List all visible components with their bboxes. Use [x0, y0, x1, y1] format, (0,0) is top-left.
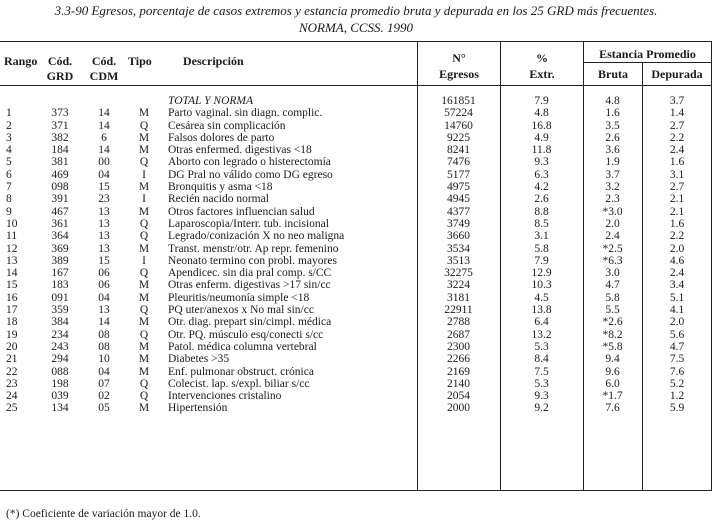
cell-rango: 10 — [6, 217, 18, 230]
bottom-rule — [0, 490, 712, 491]
cell-bruta: 3.2 — [605, 181, 620, 194]
cell-cod-grd: 294 — [51, 353, 69, 366]
table-row — [0, 107, 712, 119]
table-row — [0, 144, 712, 156]
cell-depurada: 5.2 — [669, 377, 685, 390]
cell-cod-grd: 371 — [51, 119, 69, 132]
cell-depurada: 2.0 — [669, 316, 685, 329]
cell-tipo: M — [138, 205, 150, 218]
cell-cod-grd: 361 — [51, 217, 69, 230]
cell-cod-cdm: 05 — [98, 402, 110, 415]
cell-rango: 8 — [6, 193, 12, 206]
cell-extr: 4.2 — [534, 181, 549, 194]
table-row — [0, 366, 712, 378]
cell-cod-cdm — [82, 95, 126, 107]
cell-bruta: *3.0 — [602, 205, 623, 218]
cell-egresos: 3181 — [447, 291, 470, 304]
cell-depurada: 5.9 — [669, 402, 685, 415]
table-row — [0, 255, 712, 267]
cell-rango: 20 — [6, 340, 18, 353]
cell-extr: 3.1 — [534, 230, 549, 243]
cell-extr: 6.4 — [534, 316, 549, 329]
table-row — [0, 181, 712, 193]
table-row — [0, 132, 712, 144]
cell-tipo: M — [138, 144, 150, 157]
cell-egresos: 4975 — [447, 181, 470, 194]
header-cod-grd-1: Cód. — [47, 54, 73, 68]
cell-rango: 4 — [6, 144, 12, 157]
cell-extr: 13.2 — [531, 328, 552, 341]
cell-cod-cdm: 04 — [98, 168, 110, 181]
cell-egresos: 9225 — [447, 131, 470, 144]
cell-tipo: I — [142, 254, 146, 267]
cell-cod-grd: 381 — [51, 156, 69, 169]
cell-cod-cdm: 15 — [98, 254, 110, 267]
cell-bruta: 1.6 — [605, 107, 620, 120]
cell-cod-grd: 039 — [51, 390, 69, 403]
cell-egresos: 3534 — [447, 242, 470, 255]
cell-cod-cdm: 14 — [98, 119, 110, 132]
cell-descripcion: DG Pral no válido como DG egreso — [168, 168, 333, 181]
cell-depurada: 3.4 — [669, 279, 685, 292]
table-row — [0, 206, 712, 218]
header-egresos-2: Egresos — [439, 67, 479, 81]
cell-rango: 13 — [6, 254, 18, 267]
header-egresos-1: N° — [452, 51, 466, 65]
cell-bruta: 9.4 — [605, 353, 620, 366]
estancia-rule — [584, 62, 711, 63]
cell-depurada: 5.6 — [669, 328, 685, 341]
cell-descripcion: Otros factores influencian salud — [168, 205, 315, 218]
cell-rango: 19 — [6, 328, 18, 341]
table-row — [0, 304, 712, 316]
cell-descripcion: Apendicec. sin dia pral comp. s/CC — [168, 267, 332, 280]
cell-cod-grd: 234 — [51, 328, 69, 341]
cell-extr: 8.4 — [534, 353, 549, 366]
footnote: (*) Coeficiente de variación mayor de 1.0. — [6, 508, 201, 520]
table-row — [0, 279, 712, 291]
cell-cod-grd: 369 — [51, 242, 69, 255]
cell-cod-grd: 389 — [51, 254, 69, 267]
cell-bruta: 4.7 — [605, 279, 620, 292]
cell-descripcion: Falsos dolores de parto — [168, 131, 275, 144]
table-subtitle: NORMA, CCSS. 1990 — [298, 20, 414, 35]
cell-cod-grd: 243 — [51, 340, 69, 353]
cell-descripcion: Aborto con legrado o histerectomía — [168, 156, 331, 169]
cell-tipo: M — [138, 181, 150, 194]
table-row — [0, 316, 712, 328]
cell-rango: 18 — [6, 316, 18, 329]
cell-bruta: 3.5 — [605, 119, 620, 132]
cell-depurada: 1.6 — [669, 217, 685, 230]
cell-depurada: 7.6 — [669, 365, 685, 378]
cell-bruta: *6.3 — [602, 254, 623, 267]
header-rango: Rango — [4, 54, 38, 68]
cell-tipo: Q — [139, 328, 149, 341]
cell-rango: 23 — [6, 377, 18, 390]
cell-extr: 10.3 — [531, 279, 552, 292]
cell-cod-cdm: 14 — [98, 144, 110, 157]
cell-egresos: 3513 — [447, 254, 470, 267]
table-row — [0, 402, 712, 414]
cell-depurada: 2.2 — [669, 131, 685, 144]
cell-rango: 15 — [6, 279, 18, 292]
cell-cod-cdm: 04 — [98, 365, 110, 378]
cell-descripcion: Patol. médica columna vertebral — [168, 340, 317, 353]
cell-depurada: 2.1 — [669, 205, 685, 218]
cell-cod-cdm: 04 — [98, 291, 110, 304]
cell-cod-cdm: 02 — [98, 390, 110, 403]
cell-extr: 9.2 — [534, 402, 549, 415]
table-row — [0, 341, 712, 353]
header-tipo: Tipo — [128, 54, 152, 68]
cell-rango: 14 — [6, 267, 18, 280]
cell-bruta: *2.5 — [602, 242, 623, 255]
cell-tipo: Q — [139, 304, 149, 317]
table-row — [0, 292, 712, 304]
cell-rango: 11 — [6, 230, 18, 243]
cell-descripcion: Colecist. lap. s/expl. biliar s/cc — [168, 377, 310, 390]
table-row — [0, 378, 712, 390]
cell-extr: 12.9 — [531, 267, 552, 280]
cell-depurada: 2.2 — [669, 230, 685, 243]
cell-extr: 7.9 — [534, 254, 549, 267]
cell-tipo: Q — [139, 217, 149, 230]
cell-depurada: 2.0 — [669, 242, 685, 255]
cell-egresos: 3660 — [447, 230, 470, 243]
header-estancia-promedio: Estancia Promedio — [599, 47, 696, 61]
cell-extr: 5.3 — [534, 377, 549, 390]
cell-depurada: 5.1 — [669, 291, 685, 304]
cell-tipo: M — [138, 340, 150, 353]
cell-descripcion: Enf. pulmonar obstruct. crónica — [168, 365, 314, 378]
cell-descripcion: PQ uter/anexos x No mal sin/cc — [168, 304, 314, 317]
cell-bruta: 5.5 — [605, 304, 620, 317]
cell-descripcion: Pleuritis/neumonía simple <18 — [168, 291, 310, 304]
cell-depurada: 2.7 — [669, 119, 685, 132]
cell-egresos: 3224 — [447, 279, 470, 292]
cell-descripcion: Legrado/conización X no neo maligna — [168, 230, 345, 243]
cell-egresos: 2054 — [447, 390, 470, 403]
table-row — [0, 230, 712, 242]
cell-extr: 8.8 — [534, 205, 549, 218]
cell-extr: 7.5 — [534, 365, 549, 378]
cell-cod-grd: 467 — [51, 205, 69, 218]
cell-bruta: 5.8 — [605, 291, 620, 304]
cell-depurada: 4.6 — [669, 254, 685, 267]
cell-cod-cdm: 14 — [98, 107, 110, 120]
cell-cod-cdm: 13 — [98, 230, 110, 243]
cell-rango: 7 — [6, 181, 12, 194]
cell-descripcion: Otras enferm. digestivas >17 sin/cc — [168, 279, 331, 292]
cell-cod-cdm: 00 — [98, 156, 110, 169]
cell-depurada: 2.4 — [669, 267, 685, 280]
cell-cod-cdm: 14 — [98, 316, 110, 329]
header-rule — [0, 85, 712, 86]
cell-cod-grd: 088 — [51, 365, 69, 378]
cell-cod-grd: 198 — [51, 377, 69, 390]
table-title: 3.3-90 Egresos, porcentaje de casos extremos y estancia promedio bruta y depurada en los 25 GRD más frecuentes. — [54, 3, 658, 18]
cell-egresos: 3749 — [447, 217, 470, 230]
cell-rango: 1 — [6, 107, 12, 120]
cell-egresos: 32275 — [444, 267, 473, 280]
cell-tipo: I — [142, 168, 146, 181]
cell-rango — [0, 95, 38, 107]
cell-tipo: Q — [139, 230, 149, 243]
cell-cod-grd: 384 — [51, 316, 69, 329]
cell-extr: 4.8 — [534, 107, 549, 120]
cell-extr: 2.6 — [534, 193, 549, 206]
cell-depurada: 4.1 — [669, 304, 685, 317]
cell-egresos: 161851 — [441, 95, 476, 107]
cell-depurada: 7.5 — [669, 353, 685, 366]
cell-tipo: I — [142, 193, 146, 206]
cell-tipo: M — [138, 365, 150, 378]
cell-bruta: 3.6 — [605, 144, 620, 157]
cell-extr: 6.3 — [534, 168, 549, 181]
cell-bruta: 3.0 — [605, 267, 620, 280]
cell-bruta: 2.4 — [605, 230, 620, 243]
cell-depurada: 2.4 — [669, 144, 685, 157]
cell-depurada: 2.1 — [669, 193, 685, 206]
cell-egresos: 2300 — [447, 340, 470, 353]
cell-cod-cdm: 15 — [98, 181, 110, 194]
table-row — [0, 329, 712, 341]
cell-cod-grd: 167 — [51, 267, 69, 280]
cell-extr: 4.5 — [534, 291, 549, 304]
cell-cod-grd: 469 — [51, 168, 69, 181]
cell-rango: 21 — [6, 353, 18, 366]
cell-cod-cdm: 08 — [98, 328, 110, 341]
table-row — [0, 243, 712, 255]
cell-egresos: 2687 — [447, 328, 470, 341]
cell-bruta: 6.0 — [605, 377, 620, 390]
table-row — [0, 169, 712, 181]
cell-extr: 7.9 — [534, 95, 549, 107]
cell-depurada: 3.1 — [669, 168, 685, 181]
cell-extr: 13.8 — [531, 304, 552, 317]
cell-tipo: M — [138, 291, 150, 304]
cell-extr: 11.8 — [531, 144, 552, 157]
cell-cod-grd: 183 — [51, 279, 69, 292]
header-depurada: Depurada — [651, 67, 703, 81]
cell-descripcion: Otr. PQ. músculo esq/conecti s/cc — [168, 328, 324, 341]
cell-egresos: 2266 — [447, 353, 470, 366]
header-bruta: Bruta — [598, 67, 628, 81]
cell-descripcion: Otr. diag. prepart sin/cimpl. médica — [168, 316, 332, 329]
header-extr-2: Extr. — [529, 67, 555, 81]
cell-rango: 17 — [6, 304, 18, 317]
cell-egresos: 22911 — [444, 304, 473, 317]
cell-extr: 16.8 — [531, 119, 552, 132]
cell-bruta: 2.6 — [605, 131, 620, 144]
cell-extr: 9.3 — [534, 390, 549, 403]
cell-egresos: 14760 — [444, 119, 473, 132]
cell-bruta: 2.3 — [605, 193, 620, 206]
cell-cod-cdm: 13 — [98, 217, 110, 230]
cell-tipo: M — [138, 107, 150, 120]
cell-rango: 24 — [6, 390, 18, 403]
cell-egresos: 2169 — [447, 365, 470, 378]
cell-depurada: 1.2 — [669, 390, 685, 403]
cell-cod-cdm: 06 — [98, 267, 110, 280]
cell-egresos: 5177 — [447, 168, 470, 181]
cell-cod-cdm: 07 — [98, 377, 110, 390]
cell-rango: 9 — [6, 205, 12, 218]
cell-depurada: 1.6 — [669, 156, 685, 169]
cell-egresos: 57224 — [444, 107, 473, 120]
cell-cod-cdm: 10 — [98, 353, 110, 366]
cell-tipo: M — [138, 402, 150, 415]
cell-tipo: Q — [139, 267, 149, 280]
cell-egresos: 2000 — [447, 402, 470, 415]
cell-cod-grd: 391 — [51, 193, 69, 206]
cell-tipo: M — [138, 316, 150, 329]
cell-rango: 25 — [6, 402, 18, 415]
cell-rango: 5 — [6, 156, 12, 169]
cell-tipo: M — [138, 242, 150, 255]
cell-descripcion: Recién nacido normal — [168, 193, 269, 206]
cell-egresos: 4945 — [447, 193, 470, 206]
cell-extr: 8.5 — [534, 217, 549, 230]
cell-bruta: *8.2 — [602, 328, 623, 341]
table-row — [0, 267, 712, 279]
cell-extr: 9.3 — [534, 156, 549, 169]
table-row — [0, 218, 712, 230]
cell-tipo: Q — [139, 390, 149, 403]
header-cod-grd-2: GRD — [46, 69, 74, 83]
cell-bruta: *5.8 — [602, 340, 623, 353]
cell-bruta: 7.6 — [605, 402, 620, 415]
cell-cod-grd: 364 — [51, 230, 69, 243]
cell-depurada: 4.7 — [669, 340, 685, 353]
cell-bruta: *1.7 — [602, 390, 623, 403]
cell-descripcion: Otras enfermed. digestivas <18 — [168, 144, 312, 157]
cell-rango: 12 — [6, 242, 18, 255]
cell-descripcion: TOTAL Y NORMA — [168, 95, 253, 107]
cell-rango: 22 — [6, 365, 18, 378]
top-rule — [0, 41, 712, 42]
cell-extr: 5.8 — [534, 242, 549, 255]
cell-descripcion: Transt. menstr/otr. Ap repr. femenino — [168, 242, 339, 255]
data-table — [0, 95, 712, 415]
cell-egresos: 4377 — [447, 205, 470, 218]
cell-cod-cdm: 13 — [98, 304, 110, 317]
cell-depurada: 2.7 — [669, 181, 685, 194]
cell-depurada: 1.4 — [669, 107, 685, 120]
cell-tipo: Q — [139, 377, 149, 390]
cell-tipo: Q — [139, 119, 149, 132]
cell-descripcion: Hipertensión — [168, 402, 228, 415]
cell-egresos: 2788 — [447, 316, 470, 329]
cell-descripcion: Cesárea sin complicación — [168, 119, 286, 132]
cell-cod-grd — [38, 95, 82, 107]
cell-cod-cdm: 08 — [98, 340, 110, 353]
header-descripcion: Descripción — [183, 54, 244, 68]
cell-cod-cdm: 23 — [98, 193, 110, 206]
cell-rango: 16 — [6, 291, 18, 304]
cell-cod-grd: 382 — [51, 131, 69, 144]
total-row — [0, 95, 712, 107]
cell-bruta: 1.9 — [605, 156, 620, 169]
table-row — [0, 156, 712, 168]
cell-bruta: 3.7 — [605, 168, 620, 181]
cell-depurada: 3.7 — [669, 95, 685, 107]
cell-egresos: 8241 — [447, 144, 470, 157]
cell-rango: 3 — [6, 131, 12, 144]
cell-rango: 2 — [6, 119, 12, 132]
cell-extr: 5.3 — [534, 340, 549, 353]
cell-cod-cdm: 06 — [98, 279, 110, 292]
cell-descripcion: Diabetes >35 — [168, 353, 230, 366]
cell-rango: 6 — [6, 168, 12, 181]
header-extr-1: % — [536, 51, 548, 65]
table-row — [0, 120, 712, 132]
cell-cod-grd: 134 — [51, 402, 69, 415]
cell-bruta: 4.8 — [605, 95, 620, 107]
cell-egresos: 2140 — [447, 377, 470, 390]
cell-cod-grd: 098 — [51, 181, 69, 194]
table-row — [0, 390, 712, 402]
cell-cod-grd: 359 — [51, 304, 69, 317]
cell-tipo: M — [138, 353, 150, 366]
cell-cod-cdm: 13 — [98, 205, 110, 218]
table-row — [0, 193, 712, 205]
cell-cod-cdm: 13 — [98, 242, 110, 255]
cell-cod-cdm: 6 — [101, 131, 107, 144]
table-row — [0, 353, 712, 365]
cell-cod-grd: 091 — [51, 291, 69, 304]
cell-descripcion: Parto vaginal. sin diagn. complic. — [168, 107, 323, 120]
cell-tipo — [126, 95, 162, 107]
header-cod-cdm-2: CDM — [89, 69, 119, 83]
cell-bruta: 9.6 — [605, 365, 620, 378]
cell-descripcion: Laparoscopia/Interr. tub. incisional — [168, 217, 329, 230]
header-cod-cdm-1: Cód. — [91, 54, 117, 68]
cell-egresos: 7476 — [447, 156, 470, 169]
cell-descripcion: Neonato termino con probl. mayores — [168, 254, 337, 267]
cell-descripcion: Bronquitis y asma <18 — [168, 181, 273, 194]
cell-descripcion: Intervenciones cristalino — [168, 390, 282, 403]
cell-tipo: Q — [139, 156, 149, 169]
cell-tipo: M — [138, 131, 150, 144]
cell-bruta: 2.0 — [605, 217, 620, 230]
cell-cod-grd: 184 — [51, 144, 69, 157]
cell-bruta: *2.6 — [602, 316, 623, 329]
cell-extr: 4.9 — [534, 131, 549, 144]
cell-tipo: M — [138, 279, 150, 292]
cell-cod-grd: 373 — [51, 107, 69, 120]
